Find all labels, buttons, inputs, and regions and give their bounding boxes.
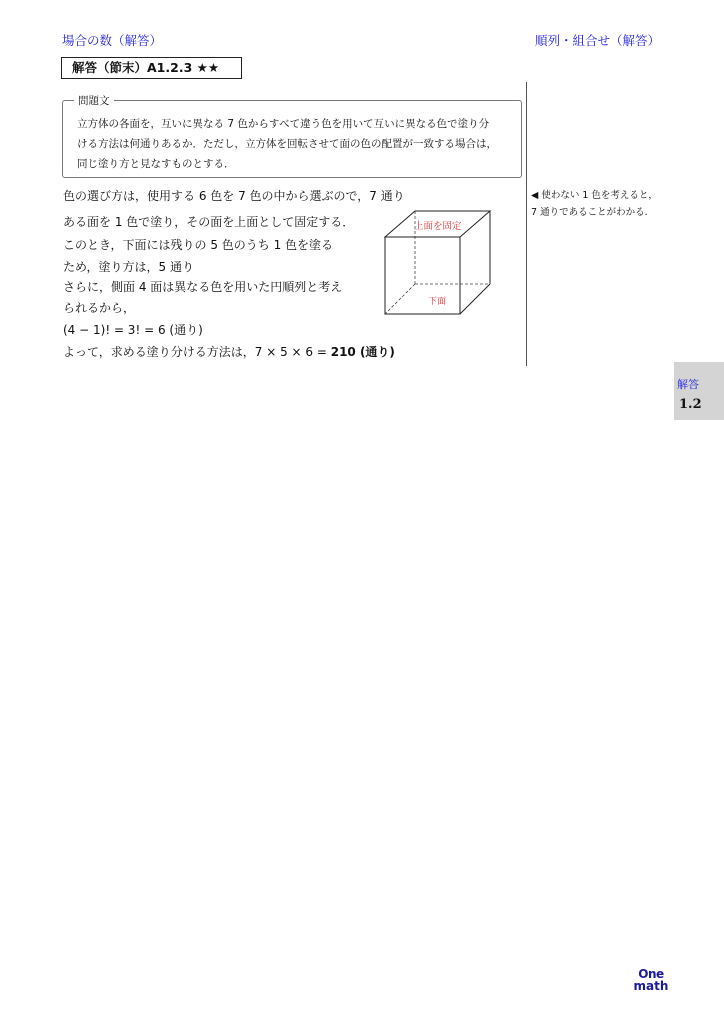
hidden-edge xyxy=(385,284,415,314)
solution-line: ため，塗り方は，5 通り xyxy=(63,260,194,274)
problem-label: 問題文 xyxy=(74,93,114,108)
header-left: 場合の数（解答） xyxy=(62,33,163,48)
cube-figure xyxy=(380,206,496,320)
header-right: 順列・組合せ（解答） xyxy=(534,33,660,48)
final-answer: 210 (通り) xyxy=(330,345,395,359)
solution-line: さらに，側面 4 面は異なる色を用いた円順列と考え xyxy=(63,280,343,294)
solution-line: られるから， xyxy=(63,301,136,315)
logo-bottom-text: math xyxy=(633,979,669,993)
top-face-label: 上面を固定 xyxy=(414,221,462,232)
final-answer-prefix: よって，求める塗り分ける方法は，7 × 5 × 6 = xyxy=(63,345,331,359)
solution-line: ある面を 1 色で塗り，その面を上面として固定する． xyxy=(63,215,355,229)
problem-line: ける方法は何通りあるか．ただし，立方体を回転させて面の色の配置が一致する場合は， xyxy=(77,138,497,150)
onemath-logo xyxy=(627,968,675,992)
bottom-face-label: 下面 xyxy=(428,297,447,307)
solution-line: 色の選び方は，使用する 6 色を 7 色の中から選ぶので，7 通り xyxy=(63,189,405,203)
answer-title: 解答（節末）A1.2.3 ★★ xyxy=(61,57,242,79)
final-answer-line xyxy=(63,343,395,360)
section-tab-number: 1.2 xyxy=(679,397,702,412)
logo-top-text: One xyxy=(638,967,664,981)
visible-edge xyxy=(460,284,490,314)
margin-divider xyxy=(526,82,527,366)
problem-line: 同じ塗り方と見なすものとする． xyxy=(77,158,235,170)
solution-line: このとき，下面には残りの 5 色のうち 1 色を塗る xyxy=(63,238,334,252)
solution-line: (4 − 1)! = 3! = 6 (通り) xyxy=(63,323,203,337)
side-note-line: ◀ 使わない 1 色を考えると， xyxy=(531,190,658,201)
problem-text xyxy=(77,114,517,174)
side-note-line: 7 通りであることがわかる． xyxy=(531,207,655,218)
problem-line: 立方体の各面を，互いに異なる 7 色からすべて違う色を用いて互いに異なる色で塗り分 xyxy=(77,118,490,130)
section-tab-label: 解答 xyxy=(677,378,699,391)
side-note xyxy=(531,187,671,221)
